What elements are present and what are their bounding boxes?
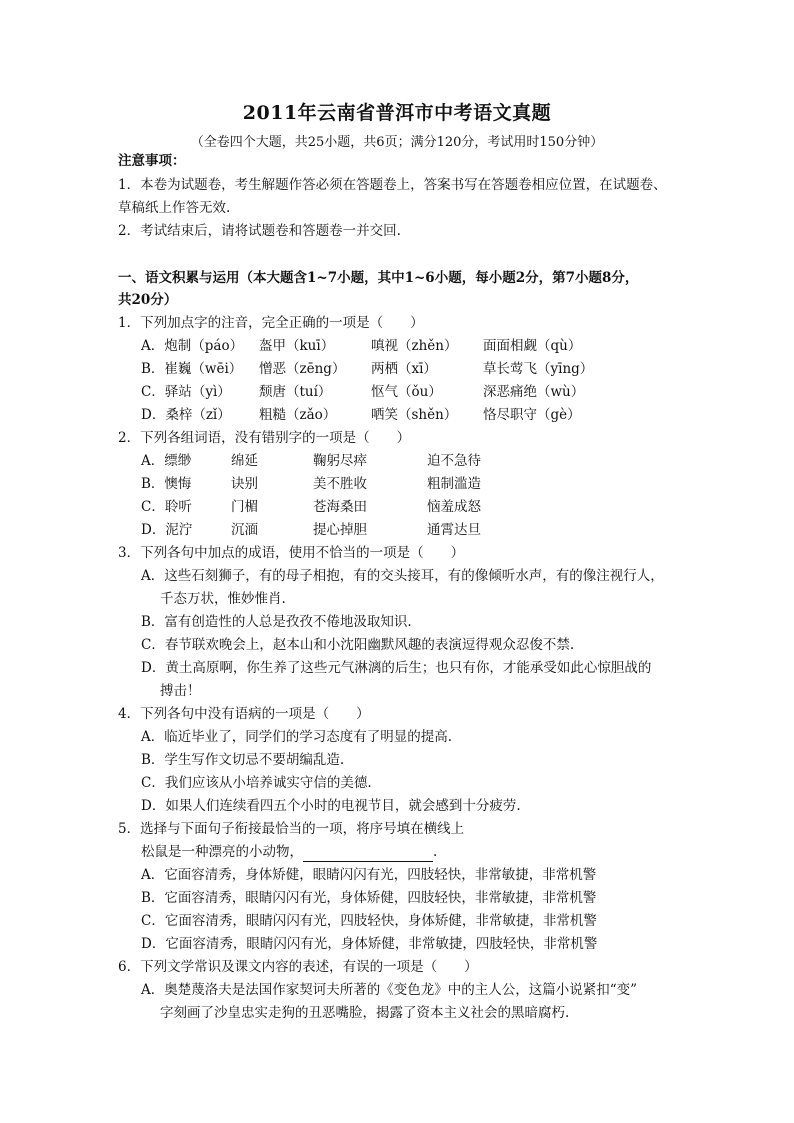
question-4-stem: 4．下列各句中没有语病的一项是（ ） (118, 706, 370, 722)
question-3-option-d-cont: 搏击！ (160, 683, 201, 699)
question-6-stem: 6．下列文学常识及课文内容的表述，有误的一项是（ ） (118, 959, 478, 975)
question-4-option-b: B．学生写作文切忌不要胡编乱造. (141, 752, 345, 768)
question-5-sentence (141, 842, 437, 862)
notice-item-2: 2．考试结束后，请将试题卷和答题卷一并交回. (118, 223, 401, 239)
question-3-stem: 3．下列各句中加点的成语，使用不恰当的一项是（ ） (118, 545, 465, 561)
notice-heading: 注意事项： (118, 153, 186, 169)
question-5-option-d: D．它面容清秀，眼睛闪闪有光，身体矫健，非常敏捷，四肢轻快，非常机警 (141, 936, 598, 952)
page-title: 2011年云南省普洱市中考语文真题 (242, 102, 552, 124)
question-4-option-a: A．临近毕业了，同学们的学习态度有了明显的提高. (141, 729, 453, 745)
question-6-option-a-cont: 字刻画了沙皇忠实走狗的丑恶嘴脸，揭露了资本主义社会的黑暗腐朽. (160, 1005, 570, 1021)
question-6-option-a: A．奥楚蔑洛夫是法国作家契诃夫所著的《变色龙》中的主人公，这篇小说紧扣“变” (141, 982, 638, 998)
notice-item-1: 1．本卷为试题卷，考生解题作答必须在答题卷上，答案书写在答题卷相应位置，在试题卷、 (118, 177, 667, 193)
answer-blank[interactable] (303, 847, 433, 862)
question-4-option-d: D．如果人们连续看四五个小时的电视节目，就会感到十分疲劳. (141, 798, 521, 814)
question-5-option-a: A．它面容清秀，身体矫健，眼睛闪闪有光，四肢轻快，非常敏捷，非常机警 (141, 867, 597, 883)
question-5-sentence-text: 松鼠是一种漂亮的小动物， (141, 844, 303, 860)
question-5-sentence-end: . (433, 844, 438, 860)
question-4-option-c: C．我们应该从小培养诚实守信的美德. (141, 775, 372, 791)
question-3-option-d: D．黄土高原啊，你生养了这些元气淋漓的后生；也只有你，才能承受如此心惊胆战的 (141, 660, 652, 676)
notice-item-1-cont: 草稿纸上作答无效. (118, 200, 231, 216)
question-3-option-b: B．富有创造性的人总是孜孜不倦地汲取知识. (141, 614, 412, 630)
exam-page: 2011年云南省普洱市中考语文真题 （全卷四个大题，共25小题，共6页；满分120分，考试用时150分钟） 注意事项： 1．本卷为试题卷，考生解题作答必须在答题卷上，答案书写在答题卷相应位置，在试题卷、 草稿纸上作答无效. 2．考试结束后，请将试题卷和答题卷一并交回. 一、语文积累与运用（本大题含1~7小题，其中1~6小题，每小题2分，第7小题8分， 共20分） 1．下列加点字的注音，完全正确的一项是（ ） A．炮制（páo） 盔甲（kuī） 嗔视（zhěn） 面面相觑（qù） B．崔巍（wēi） 憎恶（zēng） 两栖（xī） 草长莺飞（yīng） C．驿站（yì） 颓唐（tuí） 怄气（ǒu） 深恶痛绝（wù） D．桑梓（zǐ） 粗糙（zǎo） 哂笑（shěn） 恪尽职守（gè） 2．下列各组词语，没有错别字的一项是（ ） A．缥缈 绵延 鞠躬尽瘁 迫不急待 B．懊悔 诀别 美不胜收 粗制滥造 C．聆听 门楣 苍海桑田 恼羞成怒 D．泥泞 沉湎 提心掉胆 通霄达旦 3．下列各句中加点的成语，使用不恰当的一项是（ ） A．这些石刻狮子，有的母子相抱，有的交头接耳，有的像倾听水声，有的像注视行人， 千态万状，惟妙惟肖. B．富有创造性的人总是孜孜不倦地汲取知识. C．春节联欢晚会上，赵本山和小沈阳幽默风趣的表演逗得观众忍俊不禁. D．黄土高原啊，你生养了这些元气淋漓的后生；也只有你，才能承受如此心惊胆战的 搏击！ 4．下列各句中没有语病的一项是（ ） A．临近毕业了，同学们的学习态度有了明显的提高. B．学生写作文切忌不要胡编乱造. C．我们应该从小培养诚实守信的美德. D．如果人们连续看四五个小时的电视节目，就会感到十分疲劳. 5．选择与下面句子衔接最恰当的一项，将序号填在横线上 松鼠是一种漂亮的小动物， . A．它面容清秀，身体矫健，眼睛闪闪有光，四肢轻快，非常敏捷，非常机警 B．它面容清秀，眼睛闪闪有光，身体矫健，四肢轻快，非常敏捷，非常机警 C．它面容清秀，眼睛闪闪有光，四肢轻快，身体矫健，非常敏捷，非常机警 D．它面容清秀，眼睛闪闪有光，身体矫健，非常敏捷，四肢轻快，非常机警 6．下列文学常识及课文内容的表述，有误的一项是（ ） A．奥楚蔑洛夫是法国作家契诃夫所著的《变色龙》中的主人公，这篇小说紧扣“变” 字刻画了沙皇忠实走狗的丑恶嘴脸，揭露了资本主义社会的黑暗腐朽. (0, 0, 794, 1123)
question-2-stem: 2．下列各组词语，没有错别字的一项是（ ） (118, 430, 411, 446)
question-5-stem: 5．选择与下面句子衔接最恰当的一项，将序号填在横线上 (118, 821, 465, 837)
section-1-heading-cont: 共20分） (118, 292, 178, 308)
question-3-option-c: C．春节联欢晚会上，赵本山和小沈阳幽默风趣的表演逗得观众忍俊不禁. (141, 637, 575, 653)
question-5-option-b: B．它面容清秀，眼睛闪闪有光，身体矫健，四肢轻快，非常敏捷，非常机警 (141, 890, 597, 906)
exam-info: （全卷四个大题，共25小题，共6页；满分120分，考试用时150分钟） (190, 135, 604, 150)
section-1-heading: 一、语文积累与运用（本大题含1~7小题，其中1~6小题，每小题2分，第7小题8分， (118, 270, 639, 286)
question-3-option-a-cont: 千态万状，惟妙惟肖. (160, 591, 286, 607)
question-1-stem: 1．下列加点字的注音，完全正确的一项是（ ） (118, 315, 424, 331)
question-3-option-a: A．这些石刻狮子，有的母子相抱，有的交头接耳，有的像倾听水声，有的像注视行人， (141, 568, 664, 584)
question-5-option-c: C．它面容清秀，眼睛闪闪有光，四肢轻快，身体矫健，非常敏捷，非常机警 (141, 913, 597, 929)
